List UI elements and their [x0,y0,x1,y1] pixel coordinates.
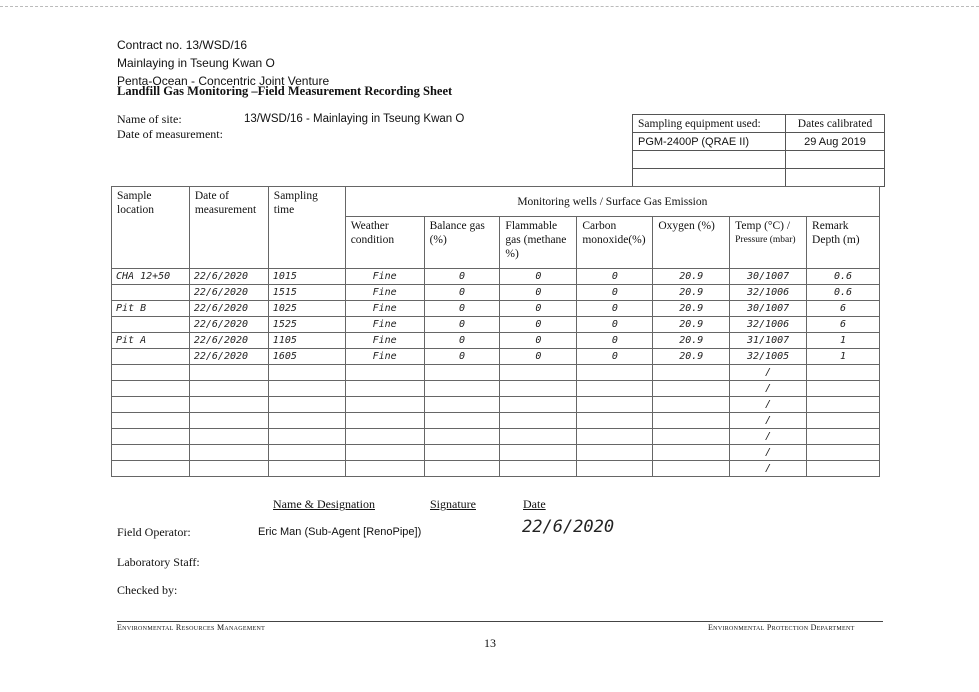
handwritten-measurement-date: 22/6/2020 [193,287,249,298]
cell-balance-gas [424,349,500,365]
cell-carbon-monoxide [577,397,653,413]
cell-measurement-date [189,397,268,413]
cell-weather [345,269,424,285]
handwritten-carbon-monoxide: 0 [611,335,618,346]
equipment-header: Sampling equipment used: [633,115,786,133]
cell-flammable-gas [500,461,577,477]
header-date-of-measurement: Date of measurement [189,187,268,269]
handwritten-sample-location: Pit B [116,303,147,314]
handwritten-remark-depth: 1 [840,351,847,362]
cell-weather [345,285,424,301]
handwritten-carbon-monoxide: 0 [611,303,618,314]
cell-carbon-monoxide [577,429,653,445]
cell-remark-depth [807,397,880,413]
equipment-device: PGM-2400P (QRAE II) [633,133,786,151]
cell-balance-gas [424,285,500,301]
cell-measurement-date [189,301,268,317]
handwritten-oxygen: 20.9 [679,335,704,346]
cell-balance-gas [424,445,500,461]
cell-remark-depth [807,461,880,477]
field-operator-date: 22/6/2020 [522,517,615,537]
cell-temp-pressure [730,301,807,317]
cell-carbon-monoxide [577,333,653,349]
table-row [112,381,880,397]
header-oxygen: Oxygen (%) [653,217,730,269]
handwritten-temp-pressure: / [765,463,772,474]
cell-carbon-monoxide [577,365,653,381]
handwritten-weather: Fine [372,271,397,282]
table-row [112,317,880,333]
table-row [112,285,880,301]
handwritten-remark-depth: 0.6 [833,271,853,282]
cell-temp-pressure [730,397,807,413]
cell-temp-pressure [730,317,807,333]
cell-temp-pressure [730,445,807,461]
handwritten-sample-location: Pit A [116,335,147,346]
cell-flammable-gas [500,365,577,381]
handwritten-temp-pressure: / [765,447,772,458]
cell-oxygen [653,365,730,381]
cell-temp-pressure [730,285,807,301]
cell-oxygen [653,429,730,445]
handwritten-measurement-date: 22/6/2020 [193,271,249,282]
cell-oxygen [653,269,730,285]
table-row [112,461,880,477]
table-row [112,333,880,349]
calibration-empty-cell [786,169,885,187]
cell-remark-depth [807,349,880,365]
cell-weather [345,429,424,445]
handwritten-sampling-time: 1515 [272,287,297,298]
cell-carbon-monoxide [577,445,653,461]
signature-heading: Signature [430,497,476,511]
name-designation-heading: Name & Designation [273,497,375,511]
cell-weather [345,317,424,333]
handwritten-measurement-date: 22/6/2020 [193,319,249,330]
handwritten-sampling-time: 1525 [272,319,297,330]
header-temp: Temp (°C) / [735,220,791,232]
calibration-header: Dates calibrated [786,115,885,133]
handwritten-carbon-monoxide: 0 [611,351,618,362]
calibration-empty-cell [786,151,885,169]
date-heading: Date [523,497,546,511]
cell-flammable-gas [500,413,577,429]
cell-weather [345,413,424,429]
equipment-empty-cell [633,151,786,169]
table-row [112,397,880,413]
handwritten-weather: Fine [372,303,397,314]
cell-oxygen [653,285,730,301]
header-balance-gas: Balance gas (%) [424,217,500,269]
handwritten-temp-pressure: 30/1007 [747,271,790,282]
handwritten-carbon-monoxide: 0 [611,271,618,282]
cell-weather [345,365,424,381]
handwritten-remark-depth: 1 [840,335,847,346]
table-row [112,445,880,461]
handwritten-balance-gas: 0 [458,303,465,314]
cell-balance-gas [424,333,500,349]
table-row [112,301,880,317]
handwritten-measurement-date: 22/6/2020 [193,335,249,346]
header-carbon-monoxide: Carbon monoxide(%) [577,217,653,269]
handwritten-flammable-gas: 0 [535,287,542,298]
laboratory-staff-label: Laboratory Staff: [117,555,200,569]
cell-oxygen [653,317,730,333]
equipment-table [632,114,885,187]
document-header [117,36,329,90]
cell-carbon-monoxide [577,301,653,317]
cell-weather [345,445,424,461]
cell-carbon-monoxide [577,413,653,429]
project-name: Mainlaying in Tseung Kwan O [117,56,275,70]
handwritten-weather: Fine [372,351,397,362]
contractor-name: Penta-Ocean - Concentric Joint Venture [117,74,330,88]
cell-sampling-time [268,285,345,301]
cell-balance-gas [424,269,500,285]
handwritten-measurement-date: 22/6/2020 [193,351,249,362]
cell-sampling-time [268,461,345,477]
cell-oxygen [653,301,730,317]
cell-oxygen [653,349,730,365]
handwritten-remark-depth: 6 [840,319,847,330]
table-row [112,365,880,381]
handwritten-carbon-monoxide: 0 [611,319,618,330]
cell-sample-location [112,381,190,397]
table-row [112,413,880,429]
handwritten-weather: Fine [372,319,397,330]
handwritten-temp-pressure: 32/1005 [747,351,790,362]
cell-measurement-date [189,285,268,301]
cell-carbon-monoxide [577,269,653,285]
cell-sampling-time [268,381,345,397]
cell-sample-location [112,445,190,461]
header-monitoring-group: Monitoring wells / Surface Gas Emission [345,187,879,217]
cell-weather [345,397,424,413]
handwritten-weather: Fine [372,335,397,346]
handwritten-flammable-gas: 0 [535,335,542,346]
cell-flammable-gas [500,381,577,397]
cell-measurement-date [189,365,268,381]
cell-measurement-date [189,445,268,461]
handwritten-sampling-time: 1105 [272,335,297,346]
cell-sampling-time [268,301,345,317]
handwritten-oxygen: 20.9 [679,287,704,298]
checked-by-label: Checked by: [117,583,178,597]
cell-measurement-date [189,269,268,285]
handwritten-temp-pressure: 30/1007 [747,303,790,314]
cell-sample-location [112,301,190,317]
table-row [112,349,880,365]
handwritten-sample-location: CHA 12+50 [116,271,171,282]
cell-weather [345,333,424,349]
cell-sample-location [112,317,190,333]
cell-temp-pressure [730,349,807,365]
footer-right: Environmental Protection Department [708,623,855,632]
handwritten-temp-pressure: / [765,383,772,394]
header-sampling-time: Sampling time [268,187,345,269]
cell-temp-pressure [730,381,807,397]
cell-sampling-time [268,365,345,381]
handwritten-temp-pressure: 32/1006 [747,319,790,330]
cell-sampling-time [268,429,345,445]
handwritten-temp-pressure: 31/1007 [747,335,790,346]
field-operator-label: Field Operator: [117,525,191,539]
header-temp-pressure [730,217,807,269]
form-title: Landfill Gas Monitoring –Field Measurement Recording Sheet [117,84,453,98]
handwritten-oxygen: 20.9 [679,351,704,362]
cell-balance-gas [424,397,500,413]
cell-balance-gas [424,301,500,317]
header-pressure: Pressure (mbar) [735,235,796,245]
handwritten-oxygen: 20.9 [679,319,704,330]
cell-oxygen [653,445,730,461]
cell-sample-location [112,365,190,381]
handwritten-balance-gas: 0 [458,319,465,330]
cell-temp-pressure [730,413,807,429]
site-name-label: Name of site: [117,112,182,126]
handwritten-measurement-date: 22/6/2020 [193,303,249,314]
cell-weather [345,349,424,365]
table-row [112,429,880,445]
contract-number: Contract no. 13/WSD/16 [117,38,248,52]
cell-oxygen [653,397,730,413]
cell-flammable-gas [500,397,577,413]
header-sample-location: Sample location [112,187,190,269]
cell-measurement-date [189,461,268,477]
site-name-value: 13/WSD/16 - Mainlaying in Tseung Kwan O [244,113,465,125]
cell-oxygen [653,461,730,477]
cell-flammable-gas [500,349,577,365]
footer-rule [117,621,883,622]
cell-remark-depth [807,429,880,445]
cell-balance-gas [424,317,500,333]
cell-oxygen [653,381,730,397]
cell-balance-gas [424,365,500,381]
cell-temp-pressure [730,333,807,349]
handwritten-balance-gas: 0 [458,335,465,346]
cell-flammable-gas [500,317,577,333]
cell-remark-depth [807,381,880,397]
cell-measurement-date [189,413,268,429]
cell-sample-location [112,413,190,429]
scan-top-border [0,0,979,7]
handwritten-flammable-gas: 0 [535,271,542,282]
cell-sample-location [112,397,190,413]
cell-measurement-date [189,333,268,349]
cell-sample-location [112,285,190,301]
cell-sampling-time [268,445,345,461]
cell-sample-location [112,349,190,365]
cell-weather [345,461,424,477]
handwritten-weather: Fine [372,287,397,298]
cell-sampling-time [268,269,345,285]
cell-carbon-monoxide [577,285,653,301]
measurement-table [111,186,880,477]
cell-remark-depth [807,301,880,317]
cell-remark-depth [807,317,880,333]
cell-flammable-gas [500,429,577,445]
handwritten-sampling-time: 1025 [272,303,297,314]
cell-balance-gas [424,413,500,429]
cell-sample-location [112,269,190,285]
handwritten-balance-gas: 0 [458,287,465,298]
cell-carbon-monoxide [577,381,653,397]
cell-weather [345,381,424,397]
cell-measurement-date [189,429,268,445]
cell-carbon-monoxide [577,317,653,333]
cell-remark-depth [807,333,880,349]
header-flammable-gas: Flammable gas (methane %) [500,217,577,269]
handwritten-temp-pressure: 32/1006 [747,287,790,298]
handwritten-flammable-gas: 0 [535,351,542,362]
handwritten-temp-pressure: / [765,431,772,442]
cell-carbon-monoxide [577,349,653,365]
handwritten-oxygen: 20.9 [679,271,704,282]
header-remark-depth: Remark Depth (m) [807,217,880,269]
table-row [112,269,880,285]
cell-flammable-gas [500,285,577,301]
cell-sampling-time [268,349,345,365]
handwritten-sampling-time: 1605 [272,351,297,362]
handwritten-temp-pressure: / [765,367,772,378]
handwritten-balance-gas: 0 [458,351,465,362]
cell-flammable-gas [500,333,577,349]
cell-sample-location [112,461,190,477]
cell-balance-gas [424,429,500,445]
cell-flammable-gas [500,269,577,285]
cell-remark-depth [807,285,880,301]
handwritten-flammable-gas: 0 [535,303,542,314]
cell-carbon-monoxide [577,461,653,477]
cell-remark-depth [807,365,880,381]
cell-sampling-time [268,413,345,429]
cell-temp-pressure [730,429,807,445]
handwritten-balance-gas: 0 [458,271,465,282]
cell-oxygen [653,333,730,349]
cell-sample-location [112,429,190,445]
cell-flammable-gas [500,445,577,461]
calibration-date: 29 Aug 2019 [786,133,885,151]
date-of-measurement-label: Date of measurement: [117,127,223,141]
cell-sampling-time [268,333,345,349]
cell-balance-gas [424,381,500,397]
handwritten-oxygen: 20.9 [679,303,704,314]
cell-remark-depth [807,269,880,285]
cell-temp-pressure [730,461,807,477]
cell-flammable-gas [500,301,577,317]
field-operator-name: Eric Man (Sub-Agent [RenoPipe]) [258,526,422,538]
equipment-empty-cell [633,169,786,187]
cell-remark-depth [807,445,880,461]
handwritten-temp-pressure: / [765,415,772,426]
cell-oxygen [653,413,730,429]
cell-remark-depth [807,413,880,429]
cell-measurement-date [189,349,268,365]
cell-temp-pressure [730,365,807,381]
handwritten-remark-depth: 0.6 [833,287,853,298]
cell-temp-pressure [730,269,807,285]
handwritten-temp-pressure: / [765,399,772,410]
cell-weather [345,301,424,317]
handwritten-flammable-gas: 0 [535,319,542,330]
cell-measurement-date [189,381,268,397]
handwritten-carbon-monoxide: 0 [611,287,618,298]
cell-sampling-time [268,397,345,413]
header-weather: Weather condition [345,217,424,269]
cell-sampling-time [268,317,345,333]
cell-balance-gas [424,461,500,477]
handwritten-sampling-time: 1015 [272,271,297,282]
handwritten-remark-depth: 6 [840,303,847,314]
footer-left: Environmental Resources Management [117,623,266,632]
cell-sample-location [112,333,190,349]
cell-measurement-date [189,317,268,333]
page-number: 13 [484,636,496,650]
